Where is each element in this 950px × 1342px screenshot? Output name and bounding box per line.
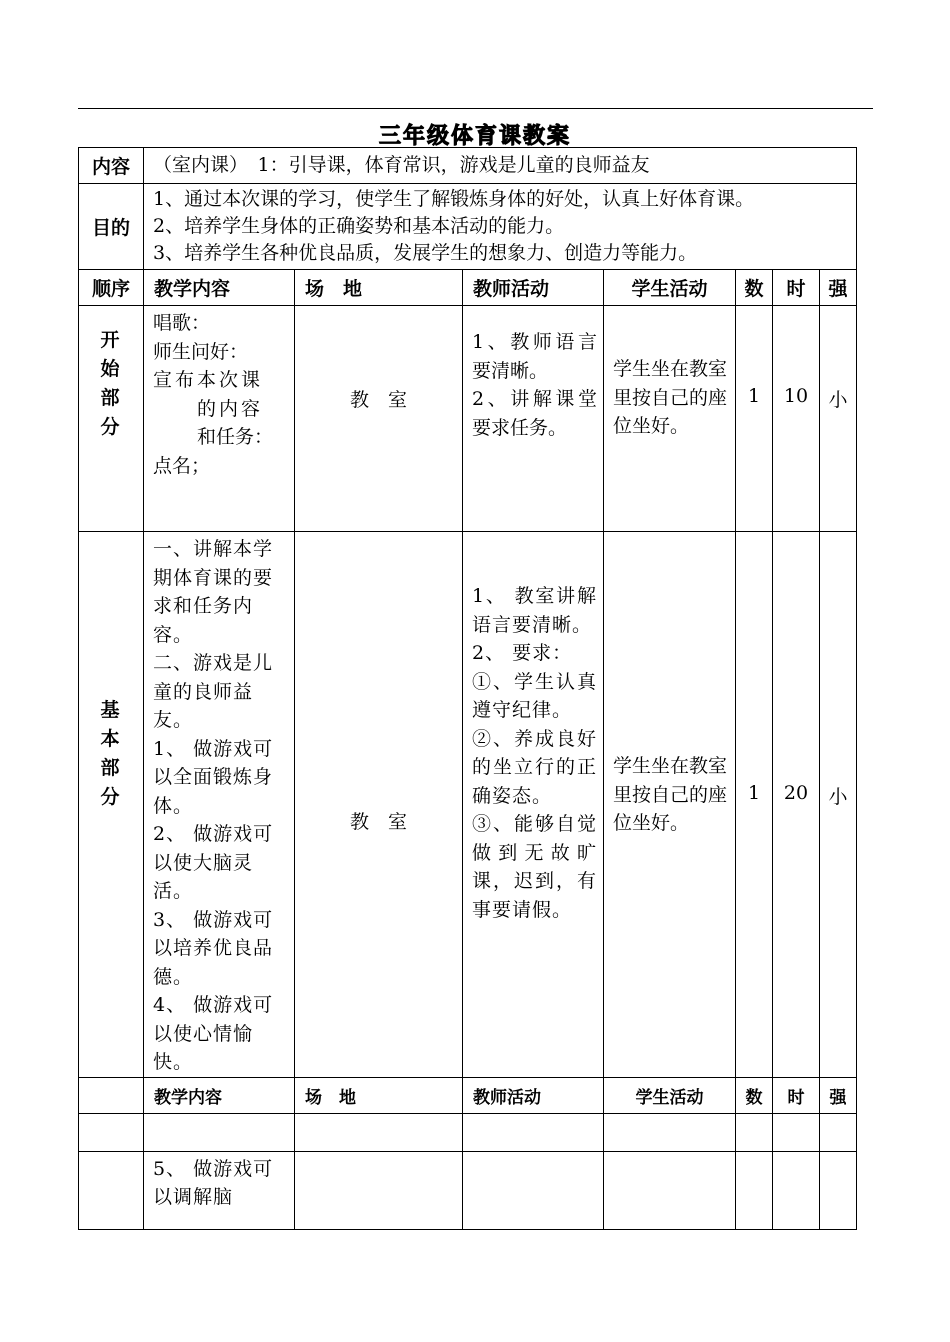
goal-item: 3、培养学生各种优良品质，发展学生的想象力、创造力等能力。 <box>153 242 698 264</box>
goal-label: 目的 <box>79 184 144 270</box>
header-teacher-activity: 教师活动 <box>463 270 604 306</box>
section-content-basic <box>144 532 295 1078</box>
content-line: 做游戏可以全面锻炼身体。 <box>153 737 274 817</box>
empty-row <box>79 1113 857 1151</box>
content-line: 3、 <box>153 908 187 931</box>
content-line: 的内容 <box>197 397 264 420</box>
section-teacher-start <box>463 306 604 532</box>
header-time: 时 <box>773 270 820 306</box>
teacher-line: 要求： <box>512 642 573 664</box>
section-student-basic: 学生坐在教室里按自己的座位坐好。 <box>604 532 736 1078</box>
header-intensity: 强 <box>820 1077 857 1113</box>
continuation-row <box>79 1151 857 1229</box>
section-name: 基本部分 <box>100 699 120 808</box>
header-student-activity: 学生活动 <box>604 270 736 306</box>
column-header-row <box>79 270 857 306</box>
header-teaching-content: 教学内容 <box>144 1077 295 1113</box>
content-line: 做游戏可以使心情愉快。 <box>153 994 274 1073</box>
content-label: 内容 <box>79 148 144 184</box>
content-line: 5、 <box>153 1157 187 1180</box>
header-intensity: 强 <box>820 270 857 306</box>
goal-row <box>79 184 857 270</box>
content-line: 1、 <box>153 737 187 760</box>
content-line: 宣布本次课 <box>153 369 264 391</box>
section-label-start <box>79 306 144 532</box>
content-value: （室内课） 1：引导课，体育常识，游戏是儿童的良师益友 <box>144 148 857 184</box>
teacher-line: 1、 <box>472 585 507 607</box>
header-student-activity: 学生活动 <box>604 1077 736 1113</box>
header-venue: 场 地 <box>295 270 463 306</box>
content-line: 做游戏可以使大脑灵活。 <box>153 823 274 902</box>
section-row-basic <box>79 532 857 1078</box>
header-teacher-activity: 教师活动 <box>463 1077 604 1113</box>
section-count-basic: 1 <box>736 532 773 1078</box>
header-order-empty <box>79 1077 144 1113</box>
goal-item: 2、培养学生身体的正确姿势和基本活动的能力。 <box>153 215 565 237</box>
content-line: 点名； <box>153 454 211 477</box>
continuation-content <box>144 1151 295 1229</box>
section-teacher-basic <box>463 532 604 1078</box>
section-intensity-basic: 小 <box>820 532 857 1078</box>
section-row-start <box>79 306 857 532</box>
header-time: 时 <box>773 1077 820 1113</box>
content-line: 和任务： <box>197 426 274 448</box>
section-count-start: 1 <box>736 306 773 532</box>
section-venue-basic: 教 室 <box>295 532 463 1078</box>
section-intensity-start: 小 <box>820 306 857 532</box>
teacher-line: 教室讲解语言要清晰。 <box>472 585 597 636</box>
teacher-line: 2、讲解课堂要求任务。 <box>472 388 597 439</box>
content-line: 做游戏可以培养优良品德。 <box>153 908 274 988</box>
goal-item: 1、通过本次课的学习，使学生了解锻炼身体的好处，认真上好体育课。 <box>153 188 755 210</box>
content-line: 师生问好： <box>153 340 249 363</box>
content-row <box>79 148 857 184</box>
top-rule <box>78 108 873 109</box>
section-content-start <box>144 306 295 532</box>
column-header-row-repeat <box>79 1077 857 1113</box>
section-time-basic: 20 <box>773 532 820 1078</box>
content-line: 唱歌： <box>153 312 211 334</box>
section-name: 开始部分 <box>100 329 120 438</box>
content-line: 2、 <box>153 823 187 845</box>
header-count: 数 <box>736 1077 773 1113</box>
teacher-line: ③、能够自觉做到无故旷课，迟到，有事要请假。 <box>472 813 597 921</box>
content-line: 4、 <box>153 994 187 1016</box>
goal-list <box>144 184 857 270</box>
section-label-basic <box>79 532 144 1078</box>
header-count: 数 <box>736 270 773 306</box>
lesson-plan-table <box>78 147 857 1230</box>
section-venue-start: 教 室 <box>295 306 463 532</box>
header-teaching-content: 教学内容 <box>144 270 295 306</box>
content-line: 做游戏可以调解脑 <box>153 1157 274 1208</box>
teacher-line: ②、养成良好的坐立行的正确姿态。 <box>472 727 597 807</box>
section-student-start: 学生坐在教室里按自己的座位坐好。 <box>604 306 736 532</box>
header-order: 顺序 <box>79 270 144 306</box>
content-line: 一、讲解本学期体育课的要求和任务内容。 <box>153 538 274 646</box>
document-title: 三年级体育课教案 <box>378 123 571 149</box>
content-line: 二、游戏是儿童的良师益友。 <box>153 652 274 731</box>
teacher-line: ①、学生认真遵守纪律。 <box>472 670 597 721</box>
header-venue: 场 地 <box>295 1077 463 1113</box>
teacher-line: 2、 <box>472 642 506 664</box>
teacher-line: 1、教师语言要清晰。 <box>472 331 597 382</box>
section-time-start: 10 <box>773 306 820 532</box>
